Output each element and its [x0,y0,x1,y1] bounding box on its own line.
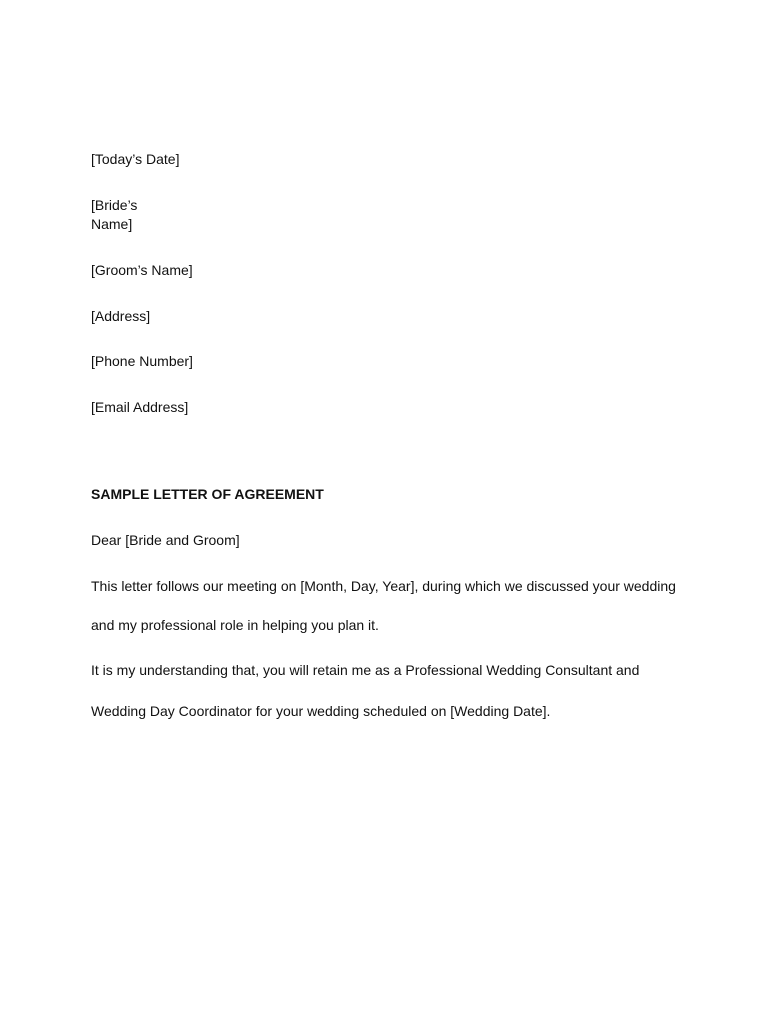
phone-number: [Phone Number] [91,353,193,369]
paragraph-2-line-2: Wedding Day Coordinator for your wedding scheduled on [Wedding Date]. [91,703,551,719]
paragraph-1-line-1: This letter follows our meeting on [Month, Day, Year], during which we discussed your wedding [91,578,676,594]
address: [Address] [91,308,151,324]
groom-name: [Groom’s Name] [91,262,193,278]
letter-title: SAMPLE LETTER OF AGREEMENT [91,486,324,502]
email-address: [Email Address] [91,399,189,415]
todays-date: [Today’s Date] [91,151,180,167]
salutation: Dear [Bride and Groom] [91,532,240,548]
paragraph-1-line-2: and my professional role in helping you plan it. [91,617,379,633]
bride-name: [Bride’s Name] [91,197,138,232]
paragraph-2-line-1: It is my understanding that, you will retain me as a Professional Wedding Consultant and [91,662,640,678]
